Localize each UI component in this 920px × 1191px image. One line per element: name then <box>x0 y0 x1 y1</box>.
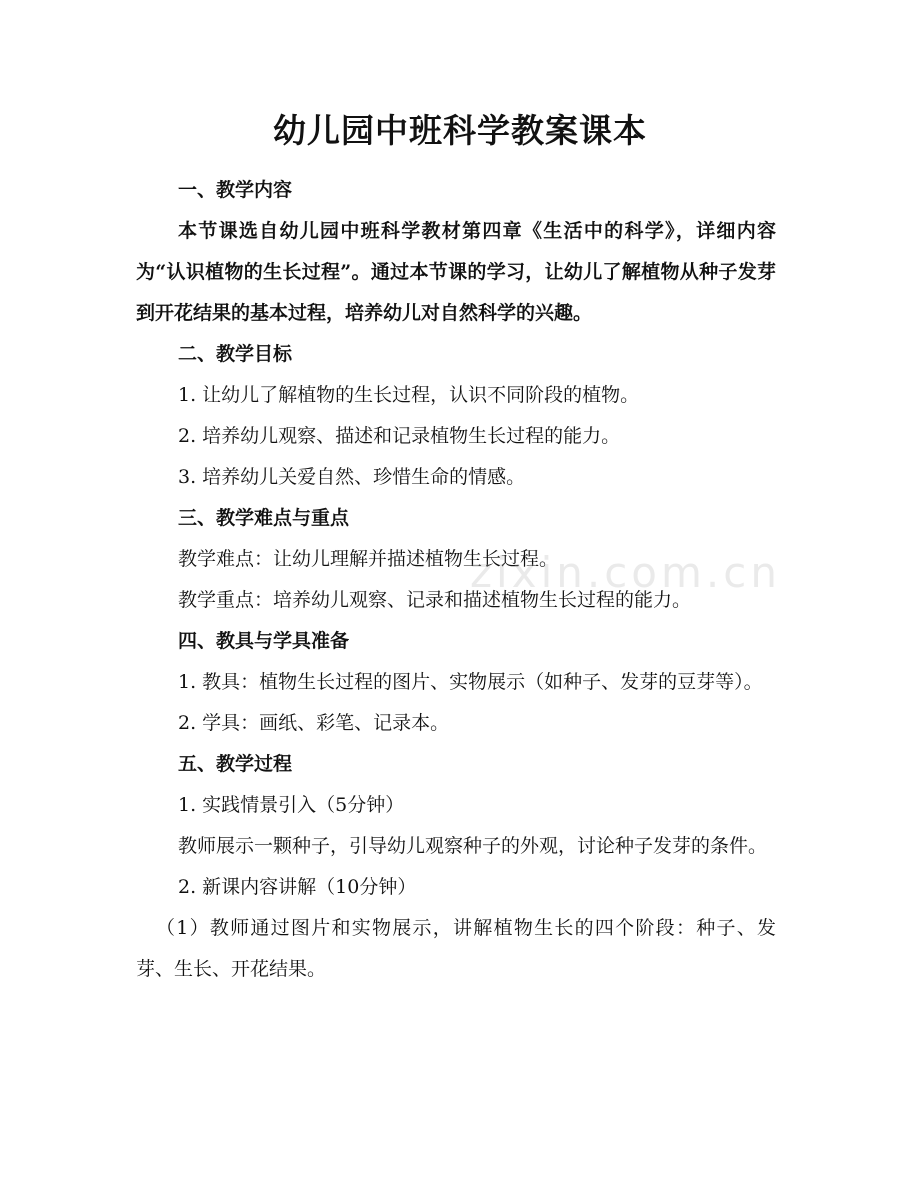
document-title: 幼儿园中班科学教案课本 <box>273 111 647 150</box>
teaching-key-point: 教学重点：培养幼儿观察、记录和描述植物生长过程的能力。 <box>178 589 692 611</box>
goal-item-2: 2. 培养幼儿观察、描述和记录植物生长过程的能力。 <box>178 425 621 447</box>
section-heading-difficulty-key: 三、教学难点与重点 <box>178 507 350 529</box>
goal-item-1: 1. 让幼儿了解植物的生长过程，认识不同阶段的植物。 <box>178 384 640 406</box>
teaching-difficulty: 教学难点：让幼儿理解并描述植物生长过程。 <box>178 548 559 570</box>
section-heading-teaching-goals: 二、教学目标 <box>178 343 293 365</box>
process-step-2: 2. 新课内容讲解（10分钟） <box>178 876 417 898</box>
section-heading-materials: 四、教具与学具准备 <box>178 630 350 652</box>
materials-item-1: 1. 教具：植物生长过程的图片、实物展示（如种子、发芽的豆芽等）。 <box>178 671 763 693</box>
materials-item-2: 2. 学具：画纸、彩笔、记录本。 <box>178 712 450 734</box>
process-step-1-text: 教师展示一颗种子，引导幼儿观察种子的外观，讨论种子发芽的条件。 <box>178 835 768 857</box>
section-heading-teaching-content: 一、教学内容 <box>178 179 293 201</box>
watermark: zixin.com.cn <box>470 548 781 597</box>
goal-item-3: 3. 培养幼儿关爱自然、珍惜生命的情感。 <box>178 466 526 488</box>
document-body <box>136 170 776 990</box>
process-step-1: 1. 实践情景引入（5分钟） <box>178 794 405 816</box>
section-heading-teaching-process: 五、教学过程 <box>178 753 293 775</box>
process-step-2-text: （1）教师通过图片和实物展示，讲解植物生长的四个阶段：种子、发芽、生长、开花结果。 <box>136 917 776 980</box>
teaching-content-paragraph: 本节课选自幼儿园中班科学教材第四章《生活中的科学》，详细内容为“认识植物的生长过程”。通过本节课的学习，让幼儿了解植物从种子发芽到开花结果的基本过程，培养幼儿对自然科学的兴趣。 <box>136 220 776 324</box>
